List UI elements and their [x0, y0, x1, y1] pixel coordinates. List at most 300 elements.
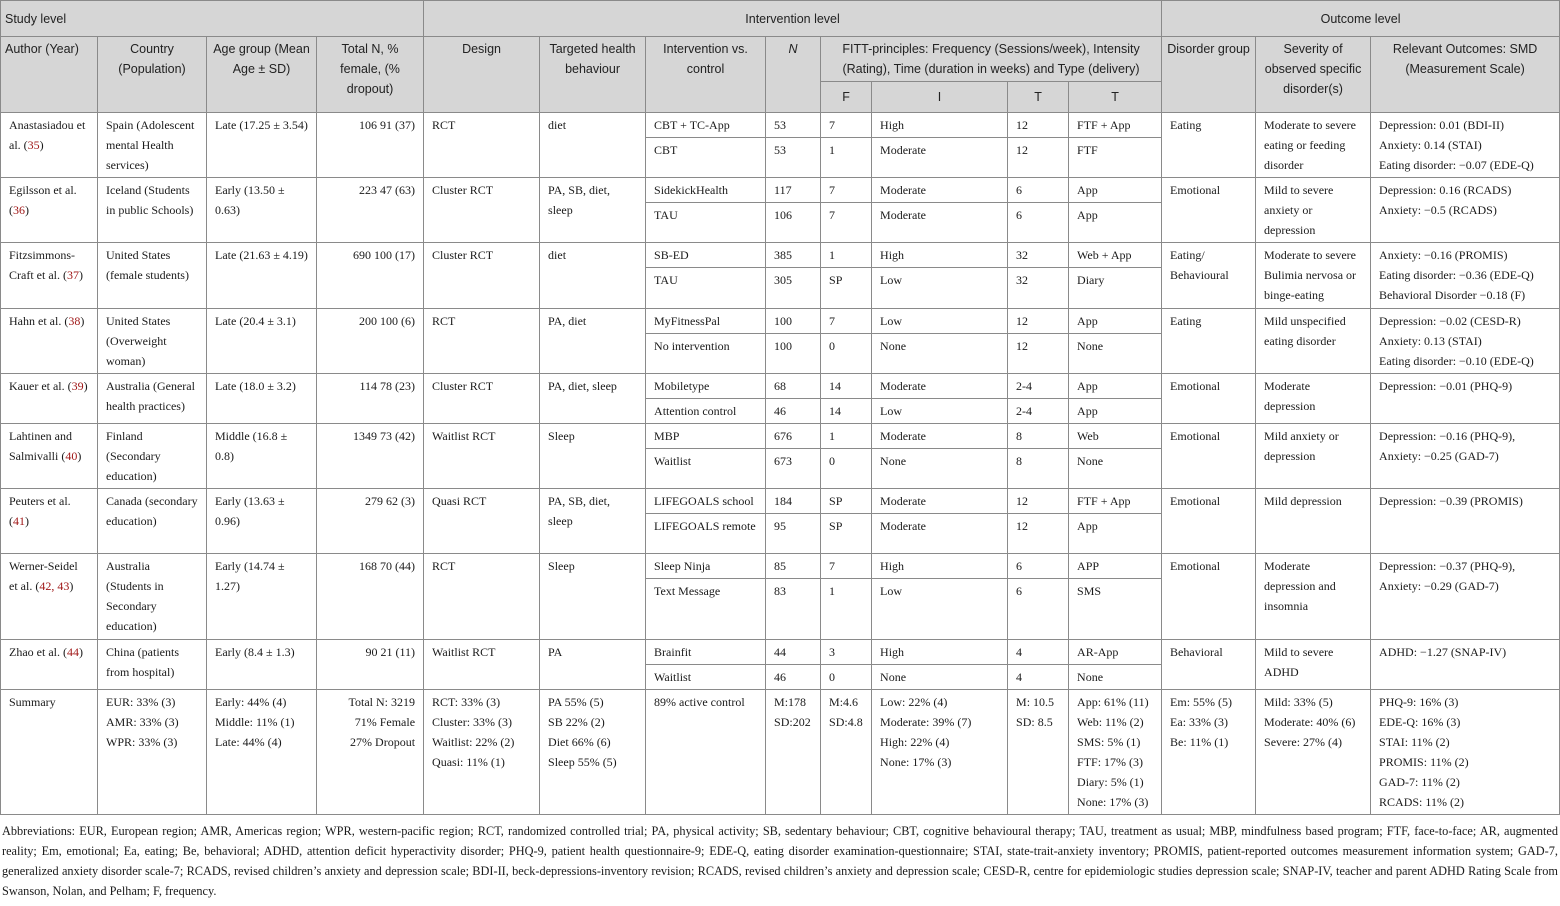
author-close: )	[78, 268, 83, 282]
arm-type: FTF	[1069, 138, 1162, 178]
arm-frequency: 3	[821, 640, 872, 665]
arm-time: 32	[1008, 268, 1069, 309]
summary-age-line: Middle: 11% (1)	[215, 715, 295, 729]
study-row	[1, 640, 1560, 665]
total-cell: 168 70 (44)	[317, 554, 424, 640]
design-cell: Waitlist RCT	[424, 640, 540, 690]
design-cell: Cluster RCT	[424, 178, 540, 243]
intervention-arm: Brainfit	[646, 640, 766, 665]
arm-n: 53	[766, 138, 821, 178]
arm-time: 4	[1008, 665, 1069, 690]
disorder-cell: Eating	[1162, 309, 1256, 374]
summary-frequency-line: SD:4.8	[829, 715, 863, 729]
summary-outcomes-line: STAI: 11% (2)	[1379, 735, 1450, 749]
arm-frequency: SP	[821, 489, 872, 514]
arm-intensity: Moderate	[872, 138, 1008, 178]
author-close: )	[78, 645, 83, 659]
summary-country-line: WPR: 33% (3)	[106, 735, 178, 749]
summary-outcomes-line: EDE-Q: 16% (3)	[1379, 715, 1461, 729]
arm-type: App	[1069, 203, 1162, 243]
arm-frequency: 14	[821, 399, 872, 424]
behaviour-cell: Sleep	[540, 424, 646, 489]
total-cell: 223 47 (63)	[317, 178, 424, 243]
arm-n: 95	[766, 514, 821, 554]
author-cell	[1, 424, 98, 489]
intervention-arm: LIFEGOALS school	[646, 489, 766, 514]
arm-intensity: High	[872, 640, 1008, 665]
summary-age	[207, 690, 317, 815]
design-cell: Cluster RCT	[424, 374, 540, 424]
arm-frequency: 1	[821, 424, 872, 449]
arm-time: 6	[1008, 579, 1069, 640]
intervention-arm: TAU	[646, 268, 766, 309]
outcome-line: Behavioral Disorder −0.18 (F)	[1379, 288, 1526, 302]
outcomes-cell	[1371, 374, 1560, 424]
arm-time: 32	[1008, 243, 1069, 268]
arm-n: 46	[766, 399, 821, 424]
arm-time: 12	[1008, 113, 1069, 138]
design-cell: Waitlist RCT	[424, 424, 540, 489]
country-cell: Australia (Students in Secondary education)	[98, 554, 207, 640]
summary-time	[1008, 690, 1069, 815]
country-cell: China (patients from hospital)	[98, 640, 207, 690]
summary-country-line: EUR: 33% (3)	[106, 695, 176, 709]
summary-severity-line: Mild: 33% (5)	[1264, 695, 1333, 709]
outcomes-cell	[1371, 309, 1560, 374]
author-close: )	[39, 138, 44, 152]
arm-time: 2-4	[1008, 374, 1069, 399]
summary-time-line: M: 10.5	[1016, 695, 1055, 709]
author-name: Kauer et al. (	[9, 379, 72, 393]
age-cell: Early (13.63 ± 0.96)	[207, 489, 317, 554]
severity-cell: Mild to severe anxiety or depression	[1256, 178, 1371, 243]
arm-n: 83	[766, 579, 821, 640]
study-row	[1, 374, 1560, 399]
arm-type: FTF + App	[1069, 113, 1162, 138]
country-cell: Finland (Secondary education)	[98, 424, 207, 489]
summary-design	[424, 690, 540, 815]
behaviour-cell: diet	[540, 243, 646, 309]
total-cell: 1349 73 (42)	[317, 424, 424, 489]
arm-time: 12	[1008, 514, 1069, 554]
arm-frequency: 1	[821, 138, 872, 178]
reference-link: 40	[65, 449, 78, 463]
intervention-arm: Mobiletype	[646, 374, 766, 399]
author-name: Werner-Seidel et al. (	[9, 559, 78, 593]
summary-behaviour-line: PA 55% (5)	[548, 695, 604, 709]
study-row	[1, 178, 1560, 203]
intervention-arm: Waitlist	[646, 665, 766, 690]
reference-link: 36	[13, 203, 25, 217]
outcomes-cell	[1371, 178, 1560, 243]
design-cell: Quasi RCT	[424, 489, 540, 554]
arm-frequency: 7	[821, 554, 872, 579]
study-level-header: Study level	[1, 1, 424, 37]
arm-intensity: High	[872, 243, 1008, 268]
author-cell	[1, 554, 98, 640]
arm-frequency: 14	[821, 374, 872, 399]
arm-frequency: 7	[821, 203, 872, 243]
arm-n: 305	[766, 268, 821, 309]
intervention-arm: SB-ED	[646, 243, 766, 268]
author-cell	[1, 243, 98, 309]
author-close: )	[83, 379, 88, 393]
col-fitt-t: T	[1008, 82, 1069, 113]
outcome-line: Eating disorder: −0.36 (EDE-Q)	[1379, 268, 1534, 282]
arm-frequency: SP	[821, 514, 872, 554]
severity-cell: Moderate to severe eating or feeding disorder	[1256, 113, 1371, 178]
arm-n: 44	[766, 640, 821, 665]
arm-frequency: 0	[821, 334, 872, 374]
col-outcomes: Relevant Outcomes: SMD (Measurement Scale)	[1371, 37, 1560, 113]
arm-frequency: 7	[821, 113, 872, 138]
author-name: Lahtinen and Salmivalli (	[9, 429, 72, 463]
design-cell: Cluster RCT	[424, 243, 540, 309]
outcomes-cell	[1371, 640, 1560, 690]
summary-intensity-line: None: 17% (3)	[880, 755, 952, 769]
outcome-line: Anxiety: −0.5 (RCADS)	[1379, 203, 1497, 217]
summary-total	[317, 690, 424, 815]
total-cell: 279 62 (3)	[317, 489, 424, 554]
disorder-cell: Emotional	[1162, 374, 1256, 424]
country-cell: Iceland (Students in public Schools)	[98, 178, 207, 243]
summary-behaviour	[540, 690, 646, 815]
author-cell	[1, 309, 98, 374]
age-cell: Late (21.63 ± 4.19)	[207, 243, 317, 309]
study-row	[1, 243, 1560, 268]
arm-frequency: 0	[821, 449, 872, 489]
summary-outcomes-line: PROMIS: 11% (2)	[1379, 755, 1469, 769]
summary-type	[1069, 690, 1162, 815]
summary-type-line: Diary: 5% (1)	[1077, 775, 1144, 789]
design-cell: RCT	[424, 113, 540, 178]
summary-design-line: Cluster: 33% (3)	[432, 715, 513, 729]
arm-intensity: Moderate	[872, 178, 1008, 203]
summary-age-line: Late: 44% (4)	[215, 735, 282, 749]
col-author: Author (Year)	[1, 37, 98, 113]
summary-time-line: SD: 8.5	[1016, 715, 1053, 729]
col-intervention: Intervention vs. control	[646, 37, 766, 113]
study-row	[1, 309, 1560, 334]
age-cell: Late (20.4 ± 3.1)	[207, 309, 317, 374]
arm-intensity: Moderate	[872, 424, 1008, 449]
behaviour-cell: diet	[540, 113, 646, 178]
summary-behaviour-line: Diet 66% (6)	[548, 735, 611, 749]
disorder-cell: Eating	[1162, 113, 1256, 178]
intervention-arm: MyFitnessPal	[646, 309, 766, 334]
arm-frequency: 7	[821, 309, 872, 334]
country-cell: Spain (Adolescent mental Health services)	[98, 113, 207, 178]
outcome-line: Anxiety: 0.13 (STAI)	[1379, 334, 1482, 348]
arm-frequency: SP	[821, 268, 872, 309]
summary-total-line: 71% Female	[354, 715, 416, 729]
outcome-line: Anxiety: −0.25 (GAD-7)	[1379, 449, 1499, 463]
author-name: Anastasiadou et al. (	[9, 118, 86, 152]
outcomes-cell	[1371, 424, 1560, 489]
disorder-cell: Emotional	[1162, 554, 1256, 640]
col-total: Total N, % female, (% dropout)	[317, 37, 424, 113]
arm-intensity: Low	[872, 268, 1008, 309]
behaviour-cell: PA	[540, 640, 646, 690]
summary-outcomes-line: PHQ-9: 16% (3)	[1379, 695, 1459, 709]
arm-type: None	[1069, 334, 1162, 374]
col-n: N	[766, 37, 821, 113]
col-fitt: FITT-principles: Frequency (Sessions/week), Intensity (Rating), Time (duration in weeks) and Type (delivery)	[821, 37, 1162, 82]
behaviour-cell: PA, diet	[540, 309, 646, 374]
total-cell: 200 100 (6)	[317, 309, 424, 374]
arm-time: 6	[1008, 178, 1069, 203]
arm-type: App	[1069, 514, 1162, 554]
summary-total-line: 27% Dropout	[350, 735, 416, 749]
arm-n: 673	[766, 449, 821, 489]
arm-n: 676	[766, 424, 821, 449]
arm-time: 12	[1008, 138, 1069, 178]
col-country: Country (Population)	[98, 37, 207, 113]
reference-link: 37	[66, 268, 79, 282]
col-fitt-i: I	[872, 82, 1008, 113]
summary-label: Summary	[1, 690, 98, 815]
country-cell: United States (Overweight woman)	[98, 309, 207, 374]
summary-outcomes-line: RCADS: 11% (2)	[1379, 795, 1464, 809]
author-cell	[1, 489, 98, 554]
summary-severity-line: Moderate: 40% (6)	[1264, 715, 1356, 729]
author-close: )	[69, 579, 74, 593]
summary-type-line: App: 61% (11)	[1077, 695, 1149, 709]
intervention-arm: CBT	[646, 138, 766, 178]
arm-intensity: None	[872, 334, 1008, 374]
design-cell: RCT	[424, 309, 540, 374]
outcome-line: Eating disorder: −0.10 (EDE-Q)	[1379, 354, 1534, 368]
intervention-arm: LIFEGOALS remote	[646, 514, 766, 554]
arm-type: None	[1069, 665, 1162, 690]
arm-intensity: Low	[872, 579, 1008, 640]
intervention-arm: Sleep Ninja	[646, 554, 766, 579]
summary-type-line: FTF: 17% (3)	[1077, 755, 1144, 769]
arm-type: None	[1069, 449, 1162, 489]
arm-intensity: None	[872, 665, 1008, 690]
reference-link: 39	[71, 379, 84, 393]
severity-cell: Mild to severe ADHD	[1256, 640, 1371, 690]
outcome-line: Depression: 0.01 (BDI-II)	[1379, 118, 1505, 132]
severity-cell: Moderate depression	[1256, 374, 1371, 424]
arm-time: 2-4	[1008, 399, 1069, 424]
severity-cell: Moderate to severe Bulimia nervosa or binge-eating	[1256, 243, 1371, 309]
arm-frequency: 1	[821, 579, 872, 640]
country-cell: United States (female students)	[98, 243, 207, 309]
behaviour-cell: PA, SB, diet, sleep	[540, 489, 646, 554]
arm-type: Web	[1069, 424, 1162, 449]
summary-frequency-line: M:4.6	[829, 695, 859, 709]
arm-frequency: 1	[821, 243, 872, 268]
intervention-arm: Waitlist	[646, 449, 766, 489]
summary-outcomes	[1371, 690, 1560, 815]
summary-intervention	[646, 690, 766, 815]
behaviour-cell: PA, SB, diet, sleep	[540, 178, 646, 243]
severity-cell: Mild depression	[1256, 489, 1371, 554]
col-behaviour: Targeted health behaviour	[540, 37, 646, 113]
disorder-cell: Emotional	[1162, 178, 1256, 243]
arm-intensity: Moderate	[872, 489, 1008, 514]
severity-cell: Mild unspecified eating disorder	[1256, 309, 1371, 374]
disorder-cell: Behavioral	[1162, 640, 1256, 690]
arm-type: App	[1069, 178, 1162, 203]
author-close: )	[80, 314, 85, 328]
summary-severity-line: Severe: 27% (4)	[1264, 735, 1343, 749]
arm-type: App	[1069, 374, 1162, 399]
author-close: )	[25, 514, 29, 528]
summary-type-line: None: 17% (3)	[1077, 795, 1149, 809]
author-name: Peuters et al. (	[9, 494, 71, 528]
disorder-cell: Emotional	[1162, 424, 1256, 489]
age-cell: Early (13.50 ± 0.63)	[207, 178, 317, 243]
summary-disorder-line: Be: 11% (1)	[1170, 735, 1229, 749]
arm-intensity: Low	[872, 399, 1008, 424]
severity-cell: Moderate depression and insomnia	[1256, 554, 1371, 640]
intervention-arm: Text Message	[646, 579, 766, 640]
outcome-line: Depression: −0.37 (PHQ-9),	[1379, 559, 1516, 573]
summary-intervention-line: 89% active control	[654, 695, 745, 709]
reference-link: 41	[13, 514, 25, 528]
summary-outcomes-line: GAD-7: 11% (2)	[1379, 775, 1460, 789]
col-fitt-f: F	[821, 82, 872, 113]
summary-country-line: AMR: 33% (3)	[106, 715, 179, 729]
outcome-line: Anxiety: 0.14 (STAI)	[1379, 138, 1482, 152]
arm-n: 117	[766, 178, 821, 203]
author-cell	[1, 640, 98, 690]
arm-n: 385	[766, 243, 821, 268]
outcomes-cell	[1371, 489, 1560, 554]
reference-link: 42, 43	[39, 579, 70, 593]
arm-time: 4	[1008, 640, 1069, 665]
abbreviations-footnote: Abbreviations: EUR, European region; AMR, Americas region; WPR, western-pacific region; RCT, randomized controlled trial; PA, physical activity; SB, sedentary behaviour; CBT, cognitive behavioural therapy; TAU, treatment as usual; MBP, mindfulness based program; FTF, face-to-face; AR, augmented reality; Em, emotional; Ea, eating; Be, behavioral; ADHD, attention deficit hyperactivity disorder; PHQ-9, patient health questionnaire-9; EDE-Q, eating disorder examination-questionnaire; STAI, state-trait-anxiety inventory; PROMIS, patient-reported outcomes measurement information system; GAD-7, generalized anxiety disorder scale-7; RCADS, revised children’s anxiety and depression scale; BDI-II, beck-depressions-inventory revision; RCADS, revised children’s anxiety and depression scale; CESD-R, centre for epidemiologic studies depression scale; SNAP-IV, teacher and parent ADHD Rating Scale from Swanson, Nolan, and Pelham; F, frequency.	[2, 824, 1558, 898]
summary-intensity-line: High: 22% (4)	[880, 735, 950, 749]
arm-time: 8	[1008, 449, 1069, 489]
summary-design-line: Quasi: 11% (1)	[432, 755, 505, 769]
arm-n: 85	[766, 554, 821, 579]
age-cell: Early (14.74 ± 1.27)	[207, 554, 317, 640]
age-cell: Middle (16.8 ± 0.8)	[207, 424, 317, 489]
outcome-line: ADHD: −1.27 (SNAP-IV)	[1379, 645, 1507, 659]
summary-n-line: SD:202	[774, 715, 811, 729]
outcomes-cell	[1371, 243, 1560, 309]
intervention-arm: SidekickHealth	[646, 178, 766, 203]
arm-time: 12	[1008, 309, 1069, 334]
intervention-arm: TAU	[646, 203, 766, 243]
arm-n: 106	[766, 203, 821, 243]
col-fitt-type: T	[1069, 82, 1162, 113]
arm-type: APP	[1069, 554, 1162, 579]
col-design: Design	[424, 37, 540, 113]
summary-row	[1, 690, 1560, 815]
summary-severity	[1256, 690, 1371, 815]
summary-type-line: Web: 11% (2)	[1077, 715, 1144, 729]
summary-design-line: Waitlist: 22% (2)	[432, 735, 515, 749]
age-cell: Late (18.0 ± 3.2)	[207, 374, 317, 424]
author-cell	[1, 178, 98, 243]
arm-type: Diary	[1069, 268, 1162, 309]
author-name: Egilsson et al. (	[9, 183, 77, 217]
author-name: Hahn et al. (	[9, 314, 69, 328]
arm-type: Web + App	[1069, 243, 1162, 268]
outcome-line: Anxiety: −0.16 (PROMIS)	[1379, 248, 1508, 262]
author-name: Fitzsimmons-Craft et al. (	[9, 248, 76, 282]
table-body	[1, 113, 1560, 815]
outcome-level-header: Outcome level	[1162, 1, 1560, 37]
study-row	[1, 424, 1560, 449]
outcome-line: Eating disorder: −0.07 (EDE-Q)	[1379, 158, 1534, 172]
total-cell: 690 100 (17)	[317, 243, 424, 309]
summary-type-line: SMS: 5% (1)	[1077, 735, 1141, 749]
design-cell: RCT	[424, 554, 540, 640]
author-close: )	[77, 449, 82, 463]
total-cell: 114 78 (23)	[317, 374, 424, 424]
arm-type: FTF + App	[1069, 489, 1162, 514]
author-cell	[1, 113, 98, 178]
summary-design-line: RCT: 33% (3)	[432, 695, 501, 709]
author-name: Zhao et al. (	[9, 645, 67, 659]
age-cell: Late (17.25 ± 3.54)	[207, 113, 317, 178]
arm-type: AR-App	[1069, 640, 1162, 665]
arm-time: 12	[1008, 489, 1069, 514]
summary-n	[766, 690, 821, 815]
outcome-line: Depression: −0.16 (PHQ-9),	[1379, 429, 1516, 443]
outcomes-cell	[1371, 554, 1560, 640]
reference-link: 38	[68, 314, 81, 328]
arm-time: 8	[1008, 424, 1069, 449]
author-cell	[1, 374, 98, 424]
intervention-arm: No intervention	[646, 334, 766, 374]
arm-n: 68	[766, 374, 821, 399]
age-cell: Early (8.4 ± 1.3)	[207, 640, 317, 690]
summary-n-line: M:178	[774, 695, 807, 709]
reference-link: 44	[66, 645, 79, 659]
outcome-line: Anxiety: −0.29 (GAD-7)	[1379, 579, 1499, 593]
arm-type: App	[1069, 309, 1162, 334]
intervention-arm: Attention control	[646, 399, 766, 424]
arm-intensity: None	[872, 449, 1008, 489]
arm-intensity: High	[872, 113, 1008, 138]
disorder-cell: Eating/ Behavioural	[1162, 243, 1256, 309]
arm-type: SMS	[1069, 579, 1162, 640]
arm-intensity: Moderate	[872, 514, 1008, 554]
arm-frequency: 7	[821, 178, 872, 203]
summary-disorder-line: Em: 55% (5) Ea: 33% (3)	[1170, 695, 1233, 729]
arm-n: 100	[766, 309, 821, 334]
summary-disorder	[1162, 690, 1256, 815]
study-row	[1, 554, 1560, 579]
reference-link: 35	[27, 138, 40, 152]
outcomes-cell	[1371, 113, 1560, 178]
arm-n: 53	[766, 113, 821, 138]
intervention-level-header: Intervention level	[424, 1, 1162, 37]
summary-country	[98, 690, 207, 815]
behaviour-cell: Sleep	[540, 554, 646, 640]
summary-intensity-line: Low: 22% (4)	[880, 695, 948, 709]
study-row	[1, 113, 1560, 138]
country-cell: Canada (secondary education)	[98, 489, 207, 554]
col-disorder: Disorder group	[1162, 37, 1256, 113]
outcome-line: Depression: 0.16 (RCADS)	[1379, 183, 1512, 197]
arm-time: 6	[1008, 554, 1069, 579]
arm-frequency: 0	[821, 665, 872, 690]
summary-intensity	[872, 690, 1008, 815]
summary-total-line: Total N: 3219	[348, 695, 416, 709]
col-age: Age group (Mean Age ± SD)	[207, 37, 317, 113]
disorder-cell: Emotional	[1162, 489, 1256, 554]
arm-intensity: Low	[872, 309, 1008, 334]
intervention-arm: MBP	[646, 424, 766, 449]
country-cell: Australia (General health practices)	[98, 374, 207, 424]
